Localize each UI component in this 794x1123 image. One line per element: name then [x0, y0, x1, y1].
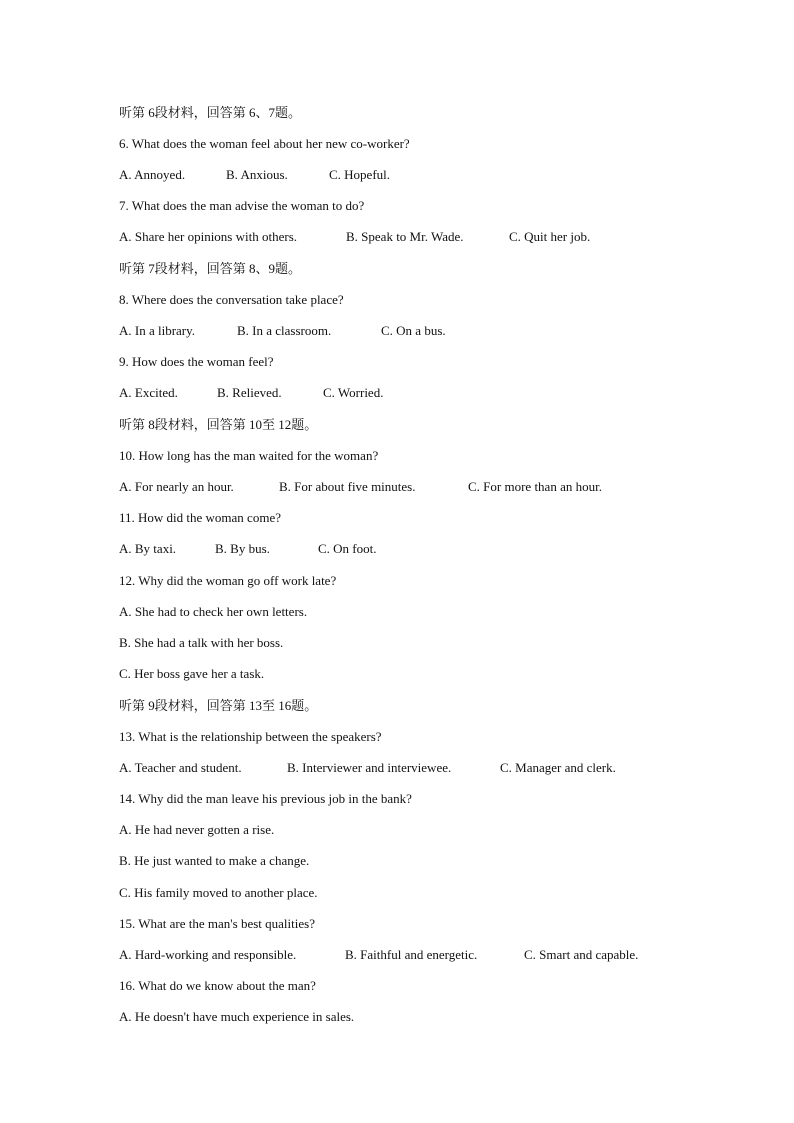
option-c: C. Manager and clerk. — [500, 760, 616, 775]
option-c: C. On a bus. — [381, 323, 446, 338]
option-a: A. Excited. — [119, 385, 178, 400]
option-a: A. She had to check her own letters. — [119, 604, 308, 619]
question-text: 16. What do we know about the man? — [119, 978, 316, 993]
option-a: A. By taxi. — [119, 541, 177, 556]
question-text: 10. How long has the man waited for the woman? — [119, 448, 379, 463]
option-c: C. Hopeful. — [329, 167, 391, 182]
option-b: B. Anxious. — [226, 167, 288, 182]
option-c: C. His family moved to another place. — [119, 885, 318, 900]
option-a: A. For nearly an hour. — [119, 479, 234, 494]
option-c: C. Smart and capable. — [524, 947, 639, 962]
option-b: B. Speak to Mr. Wade. — [346, 229, 464, 244]
section-heading: 听第 7段材料，回答第 8、9题。 — [119, 261, 302, 276]
option-b: B. By bus. — [215, 541, 270, 556]
question-text: 13. What is the relationship between the speakers? — [119, 729, 382, 744]
option-c: C. Quit her job. — [509, 229, 591, 244]
question-text: 15. What are the man's best qualities? — [119, 916, 315, 931]
section-heading: 听第 9段材料，回答第 13至 16题。 — [119, 698, 318, 713]
question-text: 11. How did the woman come? — [119, 510, 281, 525]
question-text: 12. Why did the woman go off work late? — [119, 573, 337, 588]
option-b: B. He just wanted to make a change. — [119, 853, 310, 868]
option-a: A. Share her opinions with others. — [119, 229, 298, 244]
option-a: A. Hard-working and responsible. — [119, 947, 297, 962]
option-a: A. He had never gotten a rise. — [119, 822, 275, 837]
question-text: 9. How does the woman feel? — [119, 354, 274, 369]
option-c: C. Her boss gave her a task. — [119, 666, 265, 681]
option-b: B. For about five minutes. — [279, 479, 416, 494]
option-a: A. Annoyed. — [119, 167, 186, 182]
section-heading: 听第 6段材料，回答第 6、7题。 — [119, 105, 302, 120]
question-text: 14. Why did the man leave his previous job in the bank? — [119, 791, 412, 806]
question-text: 8. Where does the conversation take place? — [119, 292, 344, 307]
option-b: B. In a classroom. — [237, 323, 332, 338]
option-c: C. Worried. — [323, 385, 384, 400]
question-text: 6. What does the woman feel about her new co-worker? — [119, 136, 410, 151]
option-b: B. She had a talk with her boss. — [119, 635, 284, 650]
option-c: C. For more than an hour. — [468, 479, 602, 494]
option-b: B. Faithful and energetic. — [345, 947, 478, 962]
option-b: B. Interviewer and interviewee. — [287, 760, 452, 775]
option-b: B. Relieved. — [217, 385, 282, 400]
option-a: A. In a library. — [119, 323, 196, 338]
section-heading: 听第 8段材料，回答第 10至 12题。 — [119, 417, 318, 432]
option-a: A. He doesn't have much experience in sales. — [119, 1009, 355, 1024]
option-c: C. On foot. — [318, 541, 377, 556]
question-text: 7. What does the man advise the woman to do? — [119, 198, 365, 213]
option-a: A. Teacher and student. — [119, 760, 242, 775]
